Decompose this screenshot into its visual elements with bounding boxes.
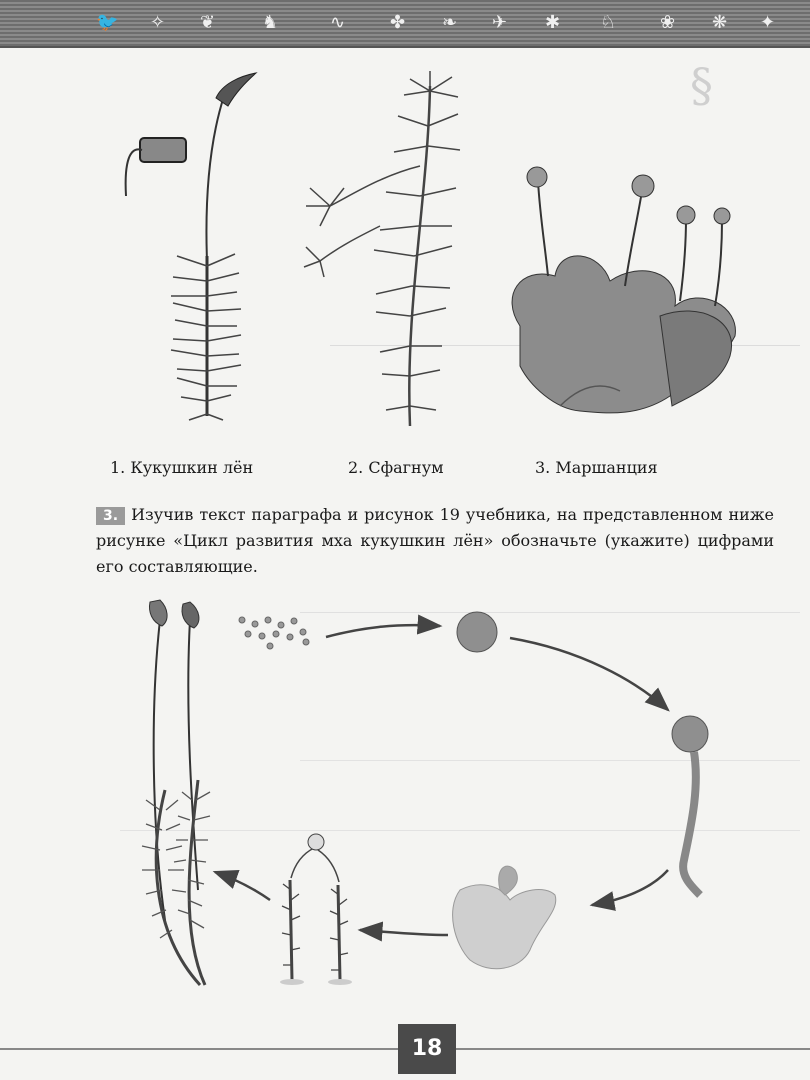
young-shoots (453, 866, 556, 969)
moss-life-cycle-diagram (0, 590, 810, 1010)
caption-polytrichum: 1. Кукушкин лён (110, 458, 254, 477)
butterfly-icon: ❋ (712, 12, 728, 33)
header-band (0, 0, 810, 48)
bird-icon: ✈ (492, 12, 508, 33)
cycle-arrows (215, 625, 668, 935)
gametophyte-pair (280, 834, 352, 985)
caption-sphagnum: 2. Сфагнум (348, 458, 444, 477)
adult-moss-plants (142, 600, 210, 985)
horse-icon: ♞ (262, 12, 279, 33)
task-3-text: Изучив текст параграфа и рисунок 19 учебника, на представленном ниже рисунке «Цикл развития мха кукушкин лён» обозначьте (укажите) цифрами его составляющие. (96, 505, 774, 576)
deer-icon: ♘ (600, 12, 617, 33)
polytrichum-moss-illustration (126, 73, 256, 420)
protonema (672, 716, 708, 895)
moss-illustrations (0, 46, 810, 496)
task-3 (96, 502, 774, 580)
frog-icon: ✤ (390, 12, 406, 33)
lizard-icon: ∿ (330, 12, 346, 33)
squirrel-icon: ❧ (442, 12, 458, 33)
bird-icon: 🐦 (96, 12, 119, 33)
bird-icon: ❦ (200, 12, 216, 33)
sphagnum-moss-illustration (304, 71, 460, 426)
task-number-badge: 3. (96, 507, 125, 525)
spores (239, 617, 309, 649)
marchantia-illustration (512, 167, 735, 413)
page-number: 18 (398, 1024, 456, 1074)
caption-marchantia: 3. Маршанция (535, 458, 658, 477)
bird-icon: ✦ (760, 12, 776, 33)
beetle-icon: ✱ (545, 12, 561, 33)
bee-icon: ✧ (150, 12, 166, 33)
mouse-icon: ❀ (660, 12, 676, 33)
germinating-spore (457, 612, 497, 652)
